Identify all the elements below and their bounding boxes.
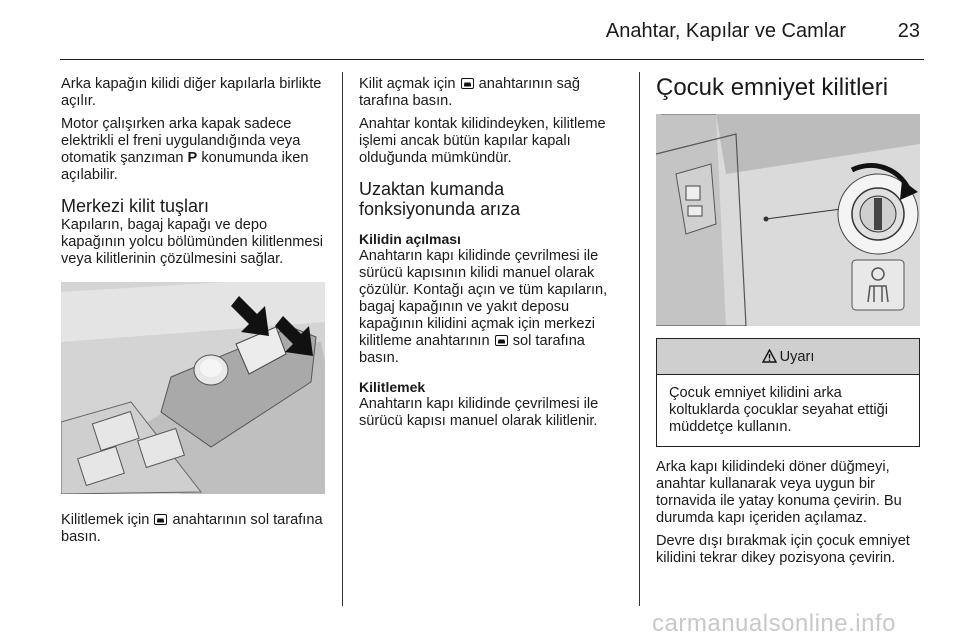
paragraph: Kilitlemek için anahtarının sol tarafına basın. <box>61 512 323 545</box>
warning-header <box>657 339 919 375</box>
chapter-title: Anahtar, Kapılar ve Camlar <box>605 20 846 42</box>
warning-text: Çocuk emniyet kilidini arka koltuklarda çocuklar seyahat ettiği müddetçe kullanın. <box>669 385 889 435</box>
child-lock-illustration <box>656 114 920 326</box>
section-heading: Uzaktan kumanda fonksiyonunda arıza <box>359 179 521 219</box>
page-header <box>60 16 924 60</box>
section-heading: Çocuk emniyet kilitleri <box>656 74 889 101</box>
column-3 <box>656 76 924 573</box>
column-divider-2 <box>639 72 640 606</box>
watermark: carmanualsonline.info <box>652 610 896 637</box>
door-switch-illustration <box>61 282 325 494</box>
subheading: Kilitlemek <box>359 379 426 395</box>
car-lock-icon <box>461 78 474 89</box>
paragraph: Anahtarın kapı kilidinde çevrilmesi ile sürücü kapısı manuel olarak kilitlenir. <box>359 396 599 429</box>
car-lock-icon <box>154 514 167 525</box>
column-divider-1 <box>342 72 343 606</box>
paragraph: Arka kapağın kilidi diğer kapılarla birlikte açılır. <box>61 76 322 109</box>
paragraph: Arka kapı kilidindeki döner düğmeyi, anahtar kullanarak veya uygun bir tornavida ile yatay konuma çevirin. Bu durumda kapı içeriden açılamaz. <box>656 459 902 526</box>
paragraph: Devre dışı bırakmak için çocuk emniyet kilidini tekrar dikey pozisyona çevirin. <box>656 533 910 566</box>
warning-box <box>656 338 920 447</box>
paragraph: Kapıların, bagaj kapağı ve depo kapağının yolcu bölümünden kilitlenmesi veya kilitlerinin çözülmesini sağlar. <box>61 217 324 267</box>
subheading: Kilidin açılması <box>359 231 461 247</box>
warning-title: Uyarı <box>779 349 815 365</box>
paragraph: Motor çalışırken arka kapak sadece elektrikli el freni uygulandığında veya otomatik şanzıman P konumunda iken açılabilir. <box>61 116 309 183</box>
column-2 <box>359 76 625 436</box>
section-heading: Merkezi kilit tuşları <box>61 196 210 216</box>
paragraph: Anahtar kontak kilidindeyken, kilitleme işlemi ancak bütün kapılar kapalı olduğunda mümkündür. <box>359 116 606 166</box>
car-lock-icon <box>495 335 508 346</box>
page-number: 23 <box>897 20 920 42</box>
gear-p-label: P <box>187 150 198 166</box>
paragraph: Kilit açmak için anahtarının sağ tarafına basın. <box>359 76 581 109</box>
paragraph: Anahtarın kapı kilidinde çevrilmesi ile sürücü kapısının kilidi manuel olarak çözülür. Kontağı açın ve tüm kapıların, bagaj kapağının ve yakıt deposu kapağının kilidini açmak için merkezi kilitleme anahtarının sol tarafına basın. <box>359 248 608 366</box>
column-1 <box>61 76 327 552</box>
warning-triangle-icon <box>762 349 777 363</box>
